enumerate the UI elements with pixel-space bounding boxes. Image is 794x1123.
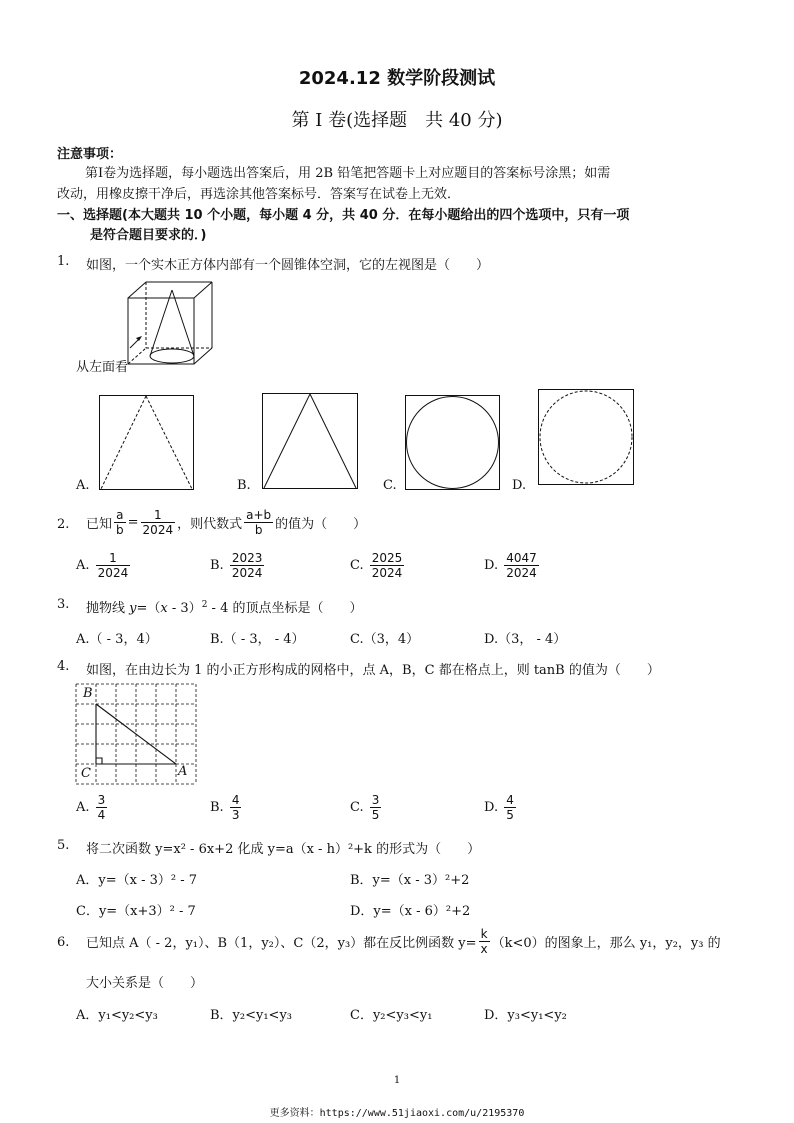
cube-cone-figure — [120, 280, 220, 370]
fraction-a-over-b: $\frac{a}{b}$ — [116, 508, 124, 537]
left-view-label: 从左面看 — [76, 360, 129, 375]
option-c-label[interactable]: C. — [383, 478, 397, 493]
fraction-1-over-2024: $\frac{1}{2024}$ — [142, 508, 174, 537]
fraction-k-over-x: $\frac{k}{x}$ — [480, 927, 488, 956]
option-b[interactable]: B. $\frac{4}{3}$ — [210, 793, 240, 822]
option-b-label[interactable]: B. — [237, 478, 251, 493]
text-mid: ，则代数式 — [177, 517, 243, 532]
question-number: 3. — [57, 597, 70, 612]
question-number: 4. — [57, 659, 70, 674]
page-title: 2024.12 数学阶段测试 — [298, 68, 496, 89]
option-d-figure — [538, 389, 634, 485]
option-c[interactable]: C．y=（x+3）² - 7 — [76, 904, 196, 919]
option-a-label[interactable]: A. — [76, 478, 90, 493]
option-b[interactable]: B.（ - 3， - 4） — [210, 632, 305, 647]
question-text: 抛物线 y=（x - 3）$^2$ - 4 的顶点坐标是（ ） — [86, 600, 363, 616]
point-b-label: B — [83, 686, 93, 701]
question-text: 已知点 A（ - 2，y₁）、B（1，y₂）、C（2，y₃）都在反比例函数 y= $\frac{k}{x}$ （k<0）的图象上，那么 y₁，y₂，y₃ 的 — [86, 927, 721, 956]
option-a[interactable]: A. $\frac{3}{4}$ — [76, 793, 106, 822]
option-b-figure — [262, 393, 358, 489]
option-d[interactable]: D．y₃<y₁<y₂ — [484, 1008, 567, 1023]
notes-line-2: 改动，用橡皮擦干净后，再选涂其他答案标号．答案写在试卷上无效． — [57, 187, 461, 202]
question-number: 1. — [57, 254, 70, 269]
notes-line-1: 第Ⅰ卷为选择题，每小题选出答案后，用 2B 铅笔把答题卡上对应题目的答案标号涂黑；如需 — [85, 166, 611, 181]
section-heading-line-2: 是符合题目要求的．) — [90, 228, 207, 243]
question-text-line-2: 大小关系是（ ） — [86, 976, 204, 991]
option-c[interactable]: C. $\frac{2025}{2024}$ — [350, 551, 403, 580]
question-text: 如图，在由边长为 1 的小正方形构成的网格中，点 A，B，C 都在格点上，则 tanB 的值为（ ） — [86, 663, 660, 678]
option-c-figure — [405, 395, 500, 490]
page-subtitle: 第 I 卷(选择题 共 40 分) — [291, 110, 503, 131]
equals-sign: = — [127, 515, 139, 530]
option-d[interactable]: D.（3， - 4） — [484, 632, 567, 647]
section-heading-line-1: 一、选择题(本大题共 10 个小题，每小题 4 分，共 40 分．在每小题给出的四个选项中，只有一项 — [57, 208, 630, 223]
option-c[interactable]: C.（3，4） — [350, 632, 420, 647]
text-pre: 已知 — [86, 517, 113, 532]
question-text: 将二次函数 y=x² - 6x+2 化成 y=a（x - h）²+k 的形式为（ ） — [86, 842, 481, 857]
option-b[interactable]: B．y₂<y₁<y₃ — [210, 1008, 293, 1023]
text-post: 的值为（ ） — [275, 517, 367, 532]
question-number: 2. — [57, 517, 70, 532]
option-d[interactable]: D. $\frac{4047}{2024}$ — [484, 551, 537, 580]
option-a-figure — [99, 395, 194, 490]
option-d-label[interactable]: D. — [512, 478, 527, 493]
point-a-label: A — [178, 764, 188, 779]
point-c-label: C — [81, 766, 91, 781]
option-a[interactable]: A．y₁<y₂<y₃ — [76, 1008, 158, 1023]
option-c[interactable]: C．y₂<y₃<y₁ — [350, 1008, 433, 1023]
option-a[interactable]: A. $\frac{1}{2024}$ — [76, 551, 129, 580]
question-text: 如图，一个实木正方体内部有一个圆锥体空洞，它的左视图是（ ） — [86, 258, 490, 273]
option-d[interactable]: D．y=（x - 6）²+2 — [350, 904, 471, 919]
option-b[interactable]: B．y=（x - 3）²+2 — [350, 873, 470, 888]
option-b[interactable]: B. $\frac{2023}{2024}$ — [210, 551, 263, 580]
question-text — [86, 508, 366, 537]
question-number: 5. — [57, 838, 70, 853]
option-c[interactable]: C. $\frac{3}{5}$ — [350, 793, 380, 822]
notes-heading: 注意事项： — [57, 147, 123, 162]
option-a[interactable]: A．y=（x - 3）² - 7 — [76, 873, 198, 888]
page-number: 1 — [393, 1075, 401, 1086]
footer-link[interactable]: 更多资料：https://www.51jiaoxi.com/u/2195370 — [269, 1108, 525, 1119]
option-d[interactable]: D. $\frac{4}{5}$ — [484, 793, 514, 822]
question-number: 6. — [57, 935, 70, 950]
option-a[interactable]: A.（ - 3，4） — [76, 632, 158, 647]
fraction-a-plus-b-over-b: $\frac{a+b}{b}$ — [246, 508, 272, 537]
